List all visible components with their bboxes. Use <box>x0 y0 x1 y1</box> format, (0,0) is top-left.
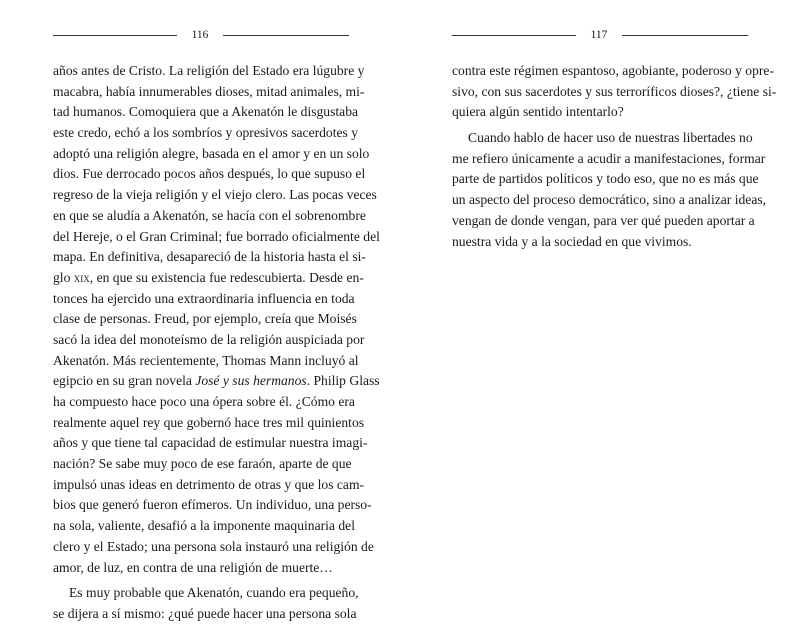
text-line: Akenatón. Más recientemente, Thomas Mann incluyó al <box>53 352 359 368</box>
text-line: impulsó unas ideas en detrimento de otras y que los cam- <box>53 476 365 492</box>
text-line: parte de partidos políticos y todo eso, que no es más que <box>452 171 759 187</box>
text-line: na sola, valiente, desafió a la imponente maquinaria del <box>53 518 355 534</box>
text-line: tonces ha ejercido una extraordinaria influencia en toda <box>53 290 355 306</box>
text-line: sacó la idea del monoteísmo de la religión auspiciada por <box>53 331 365 347</box>
text-line: adoptó una religión alegre, basada en el amor y en un solo <box>53 145 370 161</box>
text-line: este credo, echó a los sombríos y opresivos sacerdotes y <box>53 125 359 141</box>
text-line: del Hereje, o el Gran Criminal; fue borrado oficialmente del <box>53 228 380 244</box>
text-line: años antes de Cristo. La religión del Estado era lúgubre y <box>53 63 365 78</box>
text-line: se dijera a sí mismo: ¿qué puede hacer una persona sola <box>53 605 357 621</box>
text-line: dios. Fue derrocado pocos años después, lo que supuso el <box>53 166 366 182</box>
text-line: nación? Se sabe muy poco de ese faraón, aparte de que <box>53 456 352 472</box>
text-line: años y que tiene tal capacidad de estimular nuestra imagi- <box>53 435 368 451</box>
header-rule <box>223 35 349 36</box>
right-page-header <box>452 27 748 43</box>
text-line: vengan de donde vengan, para ver qué pueden aportar a <box>452 212 755 228</box>
left-page-header <box>53 27 349 43</box>
text-line: sivo, con sus sacerdotes y sus terroríficos dioses?, ¿tiene si- <box>452 83 777 99</box>
text-line: nuestra vida y a la sociedad en que vivimos. <box>452 233 692 249</box>
text-line: contra este régimen espantoso, agobiante, poderoso y opre- <box>452 63 774 78</box>
header-rule <box>622 35 748 36</box>
header-rule <box>452 35 576 36</box>
text-line: realmente aquel rey que gobernó hace tres mil quinientos <box>53 414 365 430</box>
book-title: José y sus hermanos <box>195 373 307 389</box>
page-number: 117 <box>590 29 608 41</box>
text-line: Es muy probable que Akenatón, cuando era pequeño, <box>69 585 359 601</box>
right-page-body <box>452 61 777 252</box>
text-line: regreso de la vieja religión y el viejo clero. Las pocas veces <box>53 187 377 203</box>
left-page <box>53 0 380 621</box>
text-line: macabra, había innumerables dioses, mitad animales, mi- <box>53 83 365 99</box>
text-line: en que se aludía a Akenatón, se hacía con el sobrenombre <box>53 207 366 223</box>
right-page <box>452 0 777 595</box>
text-line: egipcio en su gran novela José y sus hermanos. Philip Glass <box>53 373 380 389</box>
text-line: amor, de luz, en contra de una religión de muerte… <box>53 559 333 575</box>
header-rule <box>53 35 177 36</box>
text-line: clero y el Estado; una persona sola instauró una religión de <box>53 538 374 554</box>
left-page-body <box>53 61 380 625</box>
text-line: glo xix, en que su existencia fue redescubierta. Desde en- <box>53 269 364 285</box>
text-line: bios que generó fueron efímeros. Un individuo, una perso- <box>53 497 372 513</box>
text-line: quiera algún sentido intentarlo? <box>452 104 624 120</box>
text-line: me refiero únicamente a acudir a manifestaciones, formar <box>452 150 766 166</box>
page-number: 116 <box>191 29 209 41</box>
text-line: clase de personas. Freud, por ejemplo, creía que Moisés <box>53 311 357 327</box>
text-line: tad humanos. Comoquiera que a Akenatón le disgustaba <box>53 104 359 120</box>
text-line: ha compuesto hace poco una ópera sobre él. ¿Cómo era <box>53 394 355 409</box>
text-line: un aspecto del proceso democrático, sino a analizar ideas, <box>452 192 767 208</box>
text-line: mapa. En definitiva, desapareció de la historia hasta el si- <box>53 249 366 265</box>
small-caps-century: xix <box>73 269 90 285</box>
text-line: Cuando hablo de hacer uso de nuestras libertades no <box>468 130 753 146</box>
